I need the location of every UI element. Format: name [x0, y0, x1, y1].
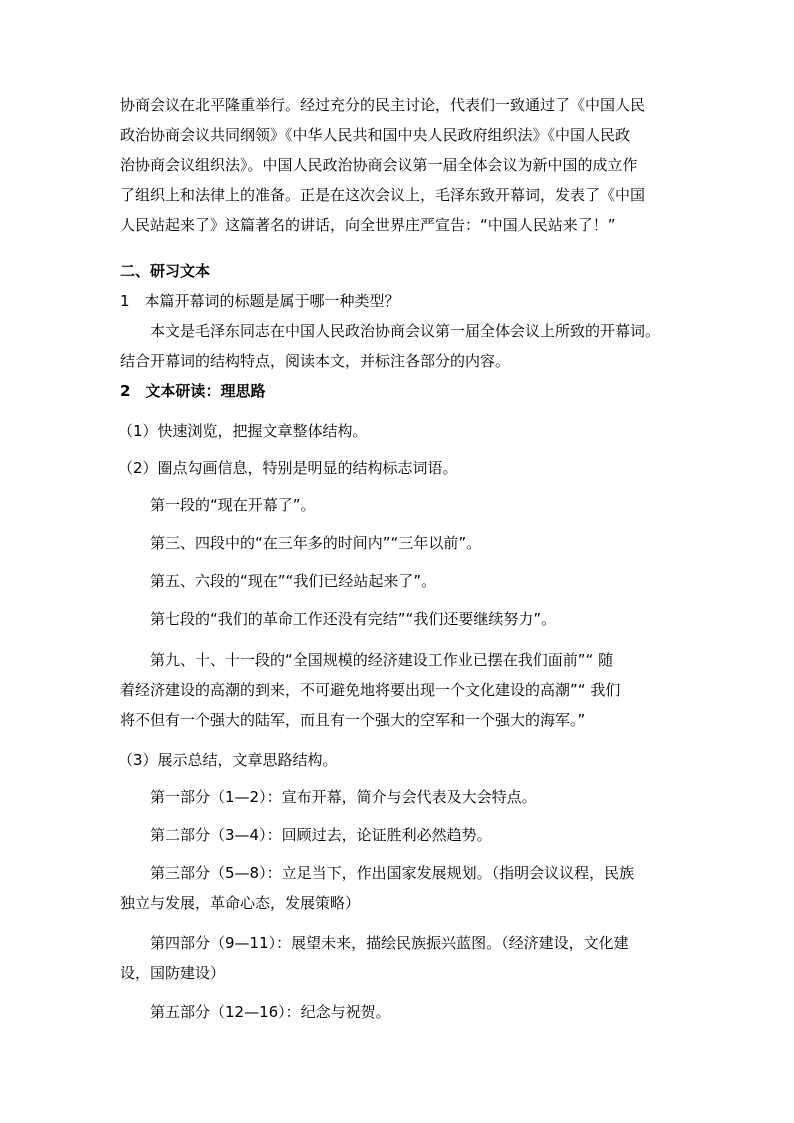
intro-line-2: 政治协商会议共同纲领》《中华人民共和国中央人民政府组织法》《中国人民政 [120, 126, 631, 144]
question-2-title: 2 文本研读：理思路 [120, 382, 266, 400]
intro-line-3: 治协商会议组织法》。中国人民政治协商会议第一届全体会议为新中国的成立作 [120, 156, 638, 174]
part-3-line-1: 第三部分（5—8）：立足当下，作出国家发展规划。（指明会议议程，民族 [150, 864, 635, 882]
step-3: （3）展示总结，文章思路结构。 [118, 751, 338, 769]
step-1: （1）快速浏览，把握文章整体结构。 [118, 422, 368, 440]
question-1-title: 1 本篇开幕词的标题是属于哪一种类型？ [120, 292, 400, 310]
marker-1: 第一段的“现在开幕了”。 [150, 496, 316, 514]
marker-4: 第七段的“我们的革命工作还没有完结”“我们还要继续努力”。 [150, 610, 557, 628]
part-1: 第一部分（1—2）：宣布开幕，简介与会代表及大会特点。 [150, 788, 537, 806]
marker-5-line-3: 将不但有一个强大的陆军，而且有一个强大的空军和一个强大的海军。” [120, 711, 586, 729]
marker-5-line-1: 第九、十、十一段的“全国规模的经济建设工作业已摆在我们面前”“ 随 [150, 651, 614, 669]
intro-line-5: 人民站起来了》这篇著名的讲话，向全世界庄严宣告：“中国人民站来了！” [120, 216, 616, 234]
section-heading: 二、研习文本 [120, 262, 211, 280]
marker-2: 第三、四段中的“在三年多的时间内”“三年以前”。 [150, 534, 482, 552]
part-4-line-2: 设，国防建设） [120, 964, 226, 982]
intro-line-4: 了组织上和法律上的准备。正是在这次会议上，毛泽东致开幕词，发表了《中国 [120, 186, 646, 204]
part-3-line-2: 独立与发展，革命心态，发展策略） [120, 894, 361, 912]
part-2: 第二部分（3—4）：回顾过去，论证胜利必然趋势。 [150, 826, 492, 844]
marker-5-line-2: 着经济建设的高潮的到来，不可避免地将要出现一个文化建设的高潮”“ 我们 [120, 681, 621, 699]
part-4-line-1: 第四部分（9—11）：展望未来，描绘民族振兴蓝图。（经济建设，文化建 [150, 934, 629, 952]
question-1-text-line-2: 结合开幕词的结构特点，阅读本文，并标注各部分的内容。 [120, 352, 511, 370]
question-1-text-line-1: 本文是毛泽东同志在中国人民政治协商会议第一届全体会议上所致的开幕词。 [150, 322, 661, 340]
intro-line-1: 协商会议在北平隆重举行。经过充分的民主讨论，代表们一致通过了《中国人民 [120, 96, 646, 114]
part-5: 第五部分（12—16）：纪念与祝贺。 [150, 1003, 391, 1021]
marker-3: 第五、六段的“现在”“我们已经站起来了”。 [150, 572, 437, 590]
step-2: （2）圈点勾画信息，特别是明显的结构标志词语。 [118, 459, 458, 477]
